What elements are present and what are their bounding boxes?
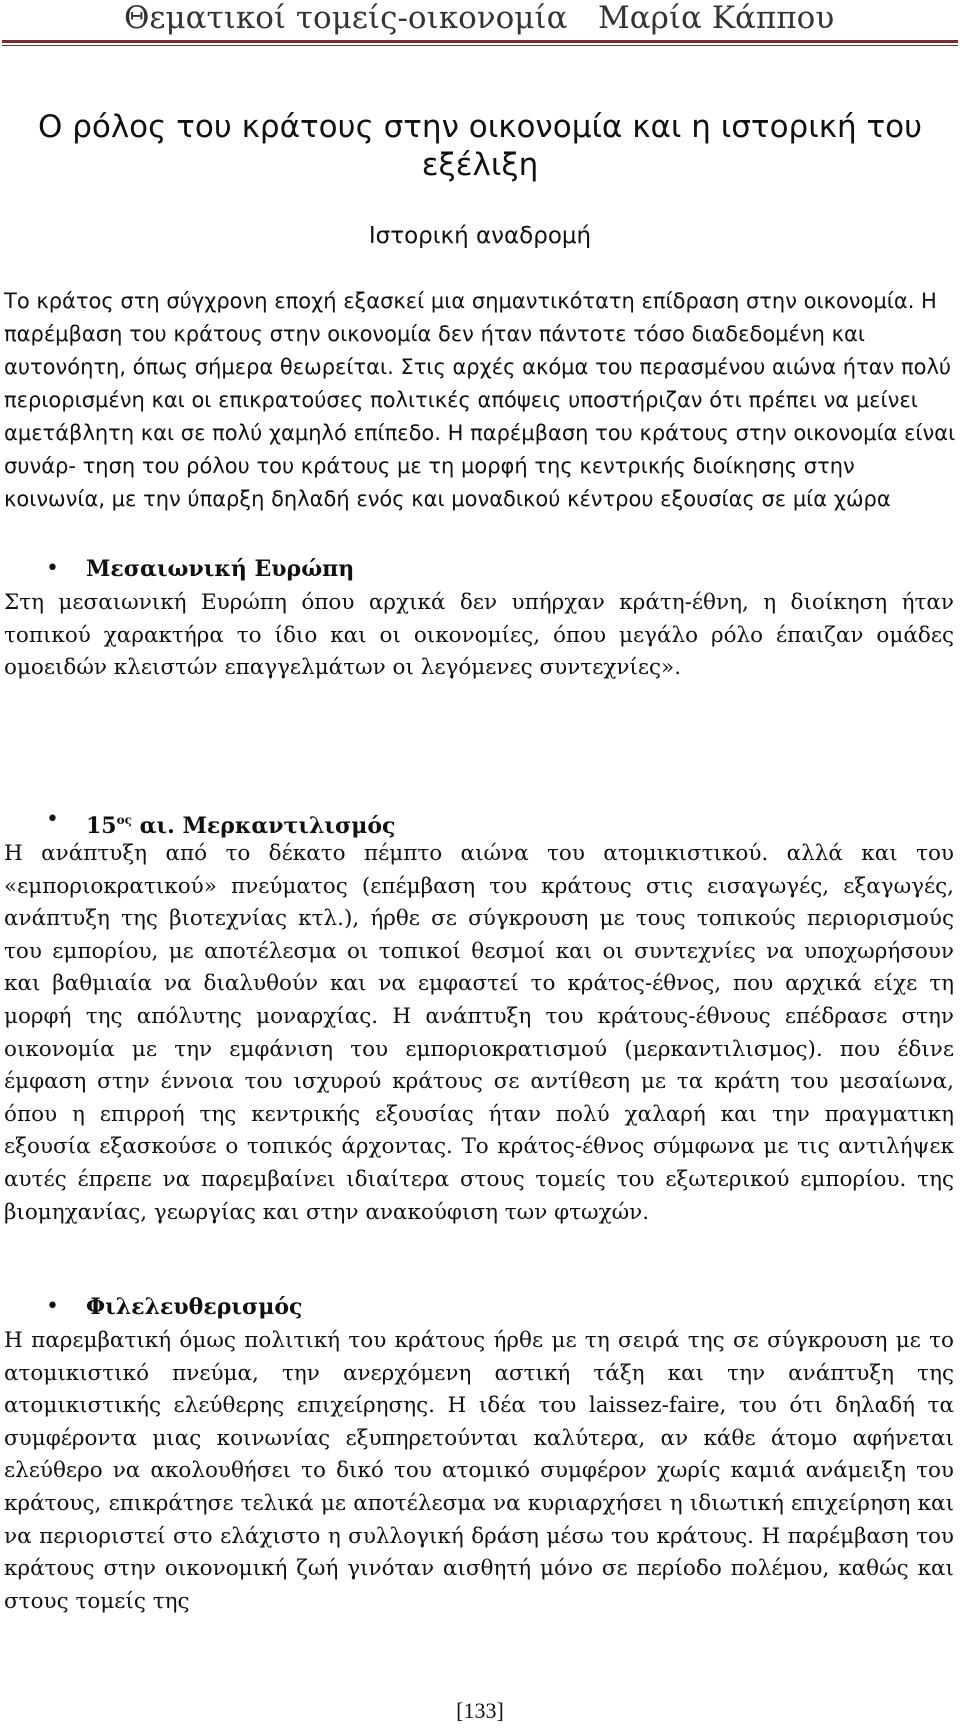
page-title: Ο ρόλος του κράτους στην οικονομία και η ιστορική του εξέλιξη [37, 109, 923, 183]
section-heading-label [86, 804, 395, 842]
page-number: [133] [456, 1698, 504, 1723]
section-heading-medieval-europe [0, 553, 960, 585]
section-heading-liberalism [0, 1291, 960, 1323]
section-heading-label: Φιλελευθερισμός [86, 1294, 303, 1320]
bullet-icon: • [46, 807, 59, 832]
section-heading-label: Μεσαιωνική Ευρώπη [86, 556, 355, 582]
header-author: Μαρία Κάππου [598, 0, 835, 36]
section-paragraph-mercantilism: Η ανάπτυξη από το δέκατο πέμπτο αιώνα του ατομικιστικού. αλλά και του «εμποριοκρατικού» πνεύματος (επέμβαση του κράτους στις εισαγωγές, εξαγωγές, ανάπτυξη της βιοτεχνίας κτλ.), ήρθε σε σύγκρουση με τους τοπικούς περιορισμούς του εμπορίου, με αποτέλεσμα οι τοπικοί θεσμοί και οι συντεχνίες να υποχωρήσουν και βαθμιαία να διαλυθούν και να εμφαστεί το κράτος-έθνος, που αρχικά είχε τη μορφή της απόλυτης μοναρχίας. Η ανάπτυξη του κράτους-έθνους επέδρασε στην οικονομία με την εμφάνιση του εμποριοκρατισμού (μερκαντιλισμος). που έδινε έμφαση στην έννοια του ισχυρού κράτους σε αντίθεση με τα κράτη του μεσαίωνα, όπου η επιρροή της κεντρικής εξουσίας ήταν πολύ χαλαρή και την πραγματικη εξουσία εξασκούσε ο τοπικός άρχοντας. Το κράτος-έθνος σύμφωνα με τις αντιλήψεκ αυτές έπρεπε να παρεμβαίνει ιδιαίτερα στους τομείς του εξωτερικού εμπορίου. της βιομηχανίας, γεωργίας και στην ανακούφιση των φτωχών. [4, 841, 954, 1225]
ordinal-superscript: ος [116, 813, 132, 827]
page-subtitle: Ιστορική αναδρομή [368, 223, 592, 249]
section-paragraph-liberalism: Η παρεμβατική όμως πολιτική του κράτους ήρθε με τη σειρά της σε σύγκρουση με το ατομικιστικό πνεύμα, την ανερχόμενη αστική τάξη και την ανάπτυξη της ατομικιστικής ελεύθερης επιχείρησης. Η ιδέα του laissez-faire, του ότι δηλαδή τα συμφέροντα μιας κοινωνίας εξυπηρετούνται καλύτερα, αν κάθε άτομο αφήνεται ελεύθερο να ακολουθήσει το δικό του ατομικό συμφέρον χωρίς καμιά ανάμειξη του κράτους, επικράτησε τελικά με αποτέλεσμα να κυριαρχήσει η ιδιωτική επιχείρηση και να περιοριστεί στο ελάχιστο η συλλογική δράση μέσω του κράτους. Η παρέμβαση του κράτους στην οικονομική ζωή γινόταν αισθητή μόνο σε περίοδο πολέμου, καθώς και στους τομείς της [4, 1328, 954, 1614]
intro-paragraph: Το κράτος στη σύγχρονη εποχή εξασκεί μια σημαντικότατη επίδραση στην οικονομία. Η παρέμβαση του κράτους στην οικονομία δεν ήταν πάντοτε τόσο διαδεδομένη και αυτονόητη, όπως σήμερα θεωρείται. Στις αρχές ακόμα του περασμένου αιώνα ήταν πολύ περιορισμένη και οι επικρατούσες πολιτικές απόψεις υποστήριζαν ότι πρέπει να μείνει αμετάβλητη και σε πολύ χαμηλό επίπεδο. Η παρέμβαση του κράτους στην οικονομία είναι συνάρ- τηση του ρόλου του κράτους με τη μορφή της κεντρικής διοίκησης στην κοινωνία, με την ύπαρξη δηλαδή ενός και μοναδικού κέντρου εξουσίας σε μία χώρα [4, 289, 956, 511]
bullet-icon: • [46, 1294, 59, 1319]
header-rule-thin [2, 45, 958, 46]
section-paragraph-medieval-europe: Στη μεσαιωνική Ευρώπη όπου αρχικά δεν υπήρχαν κράτη-έθνη, η διοίκηση ήταν τοπικού χαρακτήρα το ίδιο και οι οικονομίες, όπου μεγάλο ρόλο έπαιζαν ομάδες ομοειδών κλειστών επαγγελμάτων οι λεγόμενες συντεχνίες». [4, 590, 954, 681]
section-heading-mercantilism [0, 804, 960, 839]
century-number: 15 [86, 813, 117, 839]
header-rule-thick [2, 40, 958, 43]
header-section-title: Θεματικοί τομείς-οικονομία [124, 0, 568, 36]
running-header [0, 0, 960, 44]
section-heading-rest: αι. Μερκαντιλισμός [131, 813, 396, 839]
bullet-icon: • [46, 556, 59, 581]
